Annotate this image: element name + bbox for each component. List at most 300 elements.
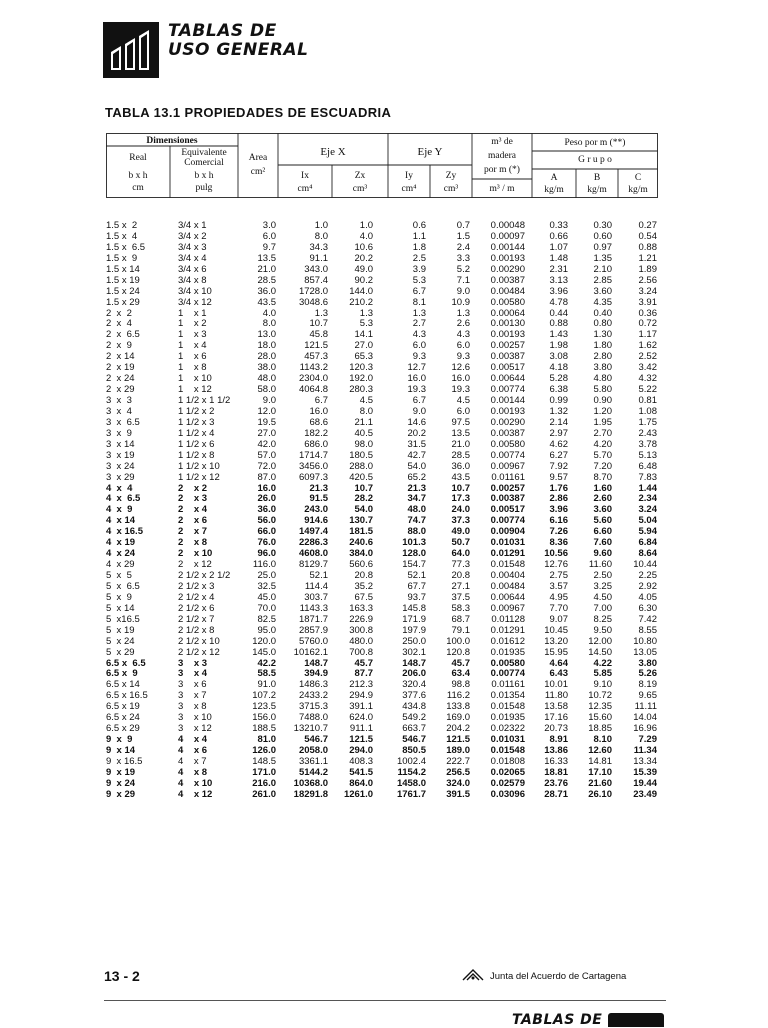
cell-peso-b: 2.70 <box>593 427 612 439</box>
cell-area: 58.0 <box>257 384 276 396</box>
cell-peso-a: 12.76 <box>544 559 568 571</box>
cell-iy: 14.6 <box>407 416 426 428</box>
cell-dim-real: 3 x 24 <box>106 460 135 472</box>
cell-zx: 226.9 <box>349 613 373 625</box>
cell-m3: 0.00257 <box>490 482 525 494</box>
cell-m3: 0.01935 <box>490 646 525 658</box>
cell-m3: 0.00774 <box>490 384 525 396</box>
cell-peso-a: 1.48 <box>549 252 568 264</box>
header-group-c: C <box>634 173 642 183</box>
cell-peso-c: 2.56 <box>638 274 657 286</box>
header-kgm-c: kg/m <box>628 185 648 195</box>
cell-dim-equiv: 3/4 x 3 <box>178 241 207 253</box>
cell-m3: 0.00144 <box>490 395 525 406</box>
cell-iy: 21.3 <box>407 482 426 494</box>
cell-ix: 114.4 <box>304 580 328 592</box>
cell-zx: 4.0 <box>359 230 373 242</box>
cell-zx: 120.3 <box>349 362 373 374</box>
table-row <box>0 745 768 756</box>
cell-m3: 0.00387 <box>490 274 525 286</box>
cell-peso-c: 5.94 <box>638 526 657 538</box>
cell-zx: 212.3 <box>349 679 373 691</box>
cell-ix: 1728.0 <box>298 285 328 297</box>
table-row <box>0 253 768 264</box>
cell-peso-b: 9.60 <box>593 548 612 560</box>
table-row <box>0 275 768 286</box>
cell-dim-equiv: 3/4 x 8 <box>178 274 207 286</box>
cell-peso-a: 4.64 <box>549 657 568 669</box>
table-row <box>0 789 768 800</box>
cell-dim-equiv: 1 x 4 <box>178 340 207 352</box>
cell-peso-c: 23.49 <box>633 788 657 800</box>
cell-peso-a: 7.70 <box>549 602 568 614</box>
table-row <box>0 723 768 734</box>
cell-iy: 6.7 <box>412 285 426 297</box>
cell-dim-equiv: 3 x 10 <box>178 712 212 724</box>
cell-dim-equiv: 3/4 x 2 <box>178 230 207 242</box>
table-row <box>0 297 768 308</box>
cell-m3: 0.00580 <box>490 657 525 669</box>
cell-zy: 133.8 <box>446 701 470 713</box>
cell-zx: 180.5 <box>349 449 373 461</box>
cell-zx: 294.0 <box>349 745 373 756</box>
cell-area: 21.0 <box>257 263 276 275</box>
cell-zy: 7.1 <box>456 274 470 286</box>
cell-zx: 67.5 <box>354 591 373 603</box>
cell-peso-b: 0.97 <box>593 241 612 253</box>
cell-dim-real: 5 x 5 <box>106 570 132 581</box>
cell-dim-equiv: 2 x 3 <box>178 493 208 505</box>
cell-area: 12.0 <box>257 405 276 417</box>
cell-dim-real: 9 x 9 <box>106 734 133 746</box>
cell-dim-equiv: 4 x 7 <box>178 755 207 767</box>
cell-peso-c: 8.55 <box>638 624 657 636</box>
cell-peso-b: 17.10 <box>588 766 612 778</box>
cell-peso-a: 6.38 <box>549 384 568 396</box>
cell-dim-equiv: 1 x 6 <box>178 351 207 363</box>
cell-dim-real: 5 x 9 <box>106 591 132 603</box>
cell-ix: 1.3 <box>314 307 328 319</box>
cell-peso-a: 28.71 <box>544 788 568 800</box>
cell-zx: 560.6 <box>349 559 373 571</box>
cell-iy: 1.8 <box>412 241 426 253</box>
cell-area: 70.0 <box>257 602 276 614</box>
cell-zy: 12.6 <box>451 362 470 374</box>
table-row <box>0 231 768 242</box>
cell-peso-c: 5.04 <box>638 515 657 527</box>
header-title-line1: TABLAS DE <box>168 21 277 41</box>
cell-ix: 5144.2 <box>298 766 328 778</box>
cell-peso-b: 0.60 <box>593 230 612 242</box>
cell-iy: 434.8 <box>402 701 426 713</box>
cell-zy: 0.7 <box>456 220 470 231</box>
cell-peso-b: 1.30 <box>593 329 612 341</box>
cell-m3: 0.00257 <box>490 340 525 352</box>
cell-peso-c: 11.34 <box>633 745 657 756</box>
cell-iy: 1154.2 <box>397 766 426 778</box>
cell-peso-a: 2.14 <box>549 416 568 428</box>
table-row <box>0 679 768 690</box>
cell-area: 87.0 <box>257 471 276 483</box>
cell-zx: 49.0 <box>354 263 373 275</box>
cell-peso-c: 11.11 <box>634 701 657 713</box>
cell-peso-a: 4.18 <box>549 362 568 374</box>
cell-ix: 686.0 <box>304 438 328 450</box>
cell-dim-equiv: 3 x 7 <box>178 690 207 702</box>
header-group-a: A <box>550 173 558 183</box>
cell-m3: 0.00097 <box>490 230 525 242</box>
header-zx: Zx <box>354 171 366 181</box>
cell-dim-equiv: 3 x 8 <box>178 701 207 713</box>
header-iy: Iy <box>405 171 413 181</box>
cell-area: 13.0 <box>257 329 276 341</box>
cell-peso-b: 14.81 <box>588 755 612 767</box>
cell-iy: 88.0 <box>407 526 426 538</box>
cell-dim-real: 4 x 29 <box>106 559 135 571</box>
cell-m3: 0.00387 <box>490 493 525 505</box>
cell-dim-equiv: 2 1/2 x 4 <box>178 591 215 603</box>
cell-dim-real: 3 x 14 <box>106 438 135 450</box>
cell-m3: 0.01548 <box>490 559 525 571</box>
cell-zy: 64.0 <box>451 548 470 560</box>
cell-iy: 2.7 <box>412 318 426 330</box>
cell-peso-a: 20.73 <box>544 723 568 735</box>
cell-dim-equiv: 4 x 4 <box>178 734 208 746</box>
cell-iy: 42.7 <box>407 449 426 461</box>
cell-peso-a: 0.88 <box>549 318 568 330</box>
cell-dim-real: 2 x 6.5 <box>106 329 140 341</box>
cell-zy: 2.4 <box>456 241 470 253</box>
cell-dim-real: 1.5 x 2 <box>106 220 138 231</box>
cell-iy: 0.6 <box>412 220 426 231</box>
cell-iy: 9.0 <box>412 405 426 417</box>
cell-zy: 37.5 <box>451 591 470 603</box>
cell-m3: 0.00484 <box>490 580 525 592</box>
cell-iy: 206.0 <box>402 668 426 680</box>
cell-m3: 0.00967 <box>490 602 525 614</box>
cell-ix: 394.9 <box>304 668 328 680</box>
cell-peso-a: 0.33 <box>549 220 568 231</box>
cell-iy: 31.5 <box>407 438 426 450</box>
cell-m3: 0.00387 <box>490 351 525 363</box>
cell-dim-real: 2 x 2 <box>106 307 132 319</box>
cell-zy: 98.8 <box>451 679 470 691</box>
cell-dim-equiv: 1 1/2 x 1 1/2 <box>178 395 231 406</box>
cell-peso-c: 3.78 <box>638 438 657 450</box>
cell-dim-equiv: 3 x 6 <box>178 679 207 691</box>
cell-ix: 1.0 <box>314 220 328 231</box>
cell-area: 32.5 <box>257 580 276 592</box>
cell-zy: 50.7 <box>451 537 470 549</box>
cell-peso-c: 15.39 <box>633 766 657 778</box>
cell-m3: 0.02065 <box>490 766 525 778</box>
cell-peso-a: 9.57 <box>549 471 568 483</box>
cell-m3: 0.01031 <box>490 537 525 549</box>
cell-iy: 74.7 <box>407 515 426 527</box>
cell-ix: 10162.1 <box>293 646 328 658</box>
footer-org <box>462 969 626 984</box>
cell-m3: 0.01808 <box>490 755 525 767</box>
cell-peso-a: 3.96 <box>549 285 568 297</box>
cell-ix: 1143.2 <box>299 362 328 374</box>
cell-zx: 90.2 <box>354 274 373 286</box>
cell-peso-a: 4.78 <box>549 296 568 308</box>
cell-zx: 480.0 <box>349 635 373 647</box>
cell-m3: 0.00387 <box>490 427 525 439</box>
cell-peso-b: 4.50 <box>593 591 612 603</box>
header-iy-unit: cm⁴ <box>401 184 417 194</box>
cell-peso-c: 4.05 <box>638 591 657 603</box>
cell-iy: 9.3 <box>412 351 426 363</box>
cell-zy: 116.2 <box>446 690 470 702</box>
cell-peso-c: 8.19 <box>638 679 657 691</box>
cell-peso-c: 2.52 <box>638 351 657 363</box>
cell-dim-equiv: 2 x 8 <box>178 537 208 549</box>
cell-peso-a: 17.16 <box>544 712 568 724</box>
cell-dim-real: 9 x 14 <box>106 745 136 756</box>
cell-m3: 0.01291 <box>490 624 525 636</box>
footer-rule <box>104 1000 666 1001</box>
table-row <box>0 603 768 614</box>
cell-area: 58.5 <box>257 668 276 680</box>
cell-area: 123.5 <box>252 701 276 713</box>
cell-peso-b: 3.60 <box>593 504 612 516</box>
cell-zx: 5.3 <box>359 318 373 330</box>
cell-ix: 2058.0 <box>298 745 328 756</box>
cell-dim-real: 6.5 x 29 <box>106 723 140 735</box>
cell-area: 156.0 <box>252 712 276 724</box>
table-row <box>0 242 768 253</box>
cell-dim-equiv: 3/4 x 4 <box>178 252 207 264</box>
cell-peso-b: 1.80 <box>593 340 612 352</box>
table-row <box>0 625 768 636</box>
cell-peso-c: 0.88 <box>638 241 657 253</box>
cell-zx: 65.3 <box>354 351 373 363</box>
cell-peso-b: 2.85 <box>593 274 612 286</box>
cell-ix: 1486.3 <box>298 679 328 691</box>
cell-dim-real: 2 x 24 <box>106 373 135 385</box>
header-real-sub: b x h <box>128 171 148 181</box>
table-row <box>0 373 768 384</box>
cell-peso-c: 10.80 <box>633 635 657 647</box>
cell-ix: 13210.7 <box>293 723 328 735</box>
cell-dim-equiv: 1 1/2 x 4 <box>178 427 215 439</box>
cell-ix: 6097.3 <box>298 471 328 483</box>
cell-peso-a: 6.27 <box>549 449 568 461</box>
cell-dim-equiv: 1 x 12 <box>178 384 212 396</box>
cell-m3: 0.00644 <box>490 591 525 603</box>
table-row <box>0 286 768 297</box>
cell-ix: 1143.3 <box>299 602 328 614</box>
header-grupo: G r u p o <box>578 155 612 165</box>
cell-dim-equiv: 4 x 10 <box>178 777 213 789</box>
cell-dim-equiv: 1 1/2 x 8 <box>178 449 215 461</box>
cell-ix: 303.7 <box>304 591 328 603</box>
cell-peso-a: 11.80 <box>544 690 568 702</box>
cell-m3: 0.01935 <box>490 712 525 724</box>
cell-dim-real: 3 x 19 <box>106 449 135 461</box>
cell-ix: 457.3 <box>304 351 328 363</box>
cell-peso-c: 2.43 <box>638 427 657 439</box>
cell-area: 36.0 <box>257 285 276 297</box>
cell-peso-a: 10.01 <box>544 679 568 691</box>
cell-peso-a: 2.97 <box>549 427 568 439</box>
cell-dim-real: 2 x 29 <box>106 384 135 396</box>
cell-ix: 2304.0 <box>298 373 328 385</box>
cell-ix: 4064.8 <box>298 384 328 396</box>
cell-peso-c: 14.04 <box>633 712 657 724</box>
cell-dim-real: 2 x 4 <box>106 318 132 330</box>
cell-peso-c: 0.54 <box>638 230 657 242</box>
cell-peso-b: 2.50 <box>593 570 612 581</box>
cell-zy: 3.3 <box>456 252 470 264</box>
table-row <box>0 417 768 428</box>
cell-zy: 10.7 <box>451 482 470 494</box>
cell-m3: 0.00517 <box>490 504 525 516</box>
cell-m3: 0.01161 <box>491 679 525 691</box>
cell-dim-equiv: 3 x 12 <box>178 723 212 735</box>
cell-ix: 2433.2 <box>298 690 328 702</box>
cell-dim-real: 6.5 x 9 <box>106 668 138 680</box>
cell-area: 28.5 <box>257 274 276 286</box>
cell-peso-c: 0.36 <box>638 307 657 319</box>
cell-dim-real: 1.5 x 4 <box>106 230 138 242</box>
cell-area: 27.0 <box>257 427 276 439</box>
cell-peso-c: 3.80 <box>638 657 657 669</box>
header-m3-1: m³ de <box>491 137 513 147</box>
cell-area: 216.0 <box>252 777 276 789</box>
cell-area: 95.0 <box>257 624 276 636</box>
cell-zy: 68.7 <box>451 613 470 625</box>
cell-area: 261.0 <box>252 788 276 800</box>
cell-dim-equiv: 3/4 x 1 <box>178 220 207 231</box>
cell-ix: 7488.0 <box>298 712 328 724</box>
cell-peso-b: 2.80 <box>593 351 612 363</box>
cell-peso-a: 5.28 <box>549 373 568 385</box>
cell-peso-b: 9.10 <box>593 679 612 691</box>
cell-dim-equiv: 2 x 6 <box>178 515 208 527</box>
cell-zy: 169.0 <box>446 712 470 724</box>
cell-dim-real: 3 x 4 <box>106 405 132 417</box>
header-peso: Peso por m (**) <box>564 138 626 148</box>
cell-dim-real: 3 x 29 <box>106 471 135 483</box>
cell-zy: 49.0 <box>451 526 470 538</box>
cell-dim-real: 9 x 29 <box>106 788 136 800</box>
cell-ix: 10368.0 <box>293 777 328 789</box>
cell-zx: 391.1 <box>349 701 373 713</box>
table-row <box>0 734 768 745</box>
table-row <box>0 570 768 581</box>
table-row <box>0 712 768 723</box>
cell-area: 26.0 <box>257 493 276 505</box>
cell-zx: 1.3 <box>359 307 373 319</box>
cell-peso-c: 2.25 <box>638 570 657 581</box>
cell-iy: 1458.0 <box>396 777 426 789</box>
header-title <box>168 22 308 60</box>
cell-peso-a: 1.43 <box>549 329 568 341</box>
cell-iy: 48.0 <box>407 504 426 516</box>
header-eje-x: Eje X <box>320 146 346 158</box>
cell-peso-c: 6.30 <box>638 602 657 614</box>
cell-area: 72.0 <box>257 460 276 472</box>
cell-area: 91.0 <box>257 679 276 691</box>
cell-zx: 541.5 <box>349 766 373 778</box>
cell-ix: 182.2 <box>304 427 328 439</box>
cell-dim-real: 6.5 x 14 <box>106 679 140 691</box>
cell-zx: 4.5 <box>359 395 373 406</box>
cell-peso-a: 8.91 <box>549 734 568 746</box>
cell-peso-b: 7.20 <box>593 460 612 472</box>
cell-dim-real: 2 x 14 <box>106 351 135 363</box>
cell-iy: 171.9 <box>402 613 426 625</box>
cell-dim-real: 5 x 19 <box>106 624 135 636</box>
cell-dim-equiv: 1 1/2 x 2 <box>178 405 215 417</box>
cell-peso-b: 9.50 <box>593 624 612 636</box>
header-equiv-unit: pulg <box>195 183 213 193</box>
cell-peso-b: 4.80 <box>593 373 612 385</box>
cell-zx: 181.5 <box>349 526 373 538</box>
cell-zx: 8.0 <box>359 405 373 417</box>
cell-area: 9.7 <box>262 241 276 253</box>
cell-peso-b: 0.90 <box>593 395 612 406</box>
cell-zx: 27.0 <box>354 340 373 352</box>
cell-peso-a: 0.44 <box>549 307 568 319</box>
cell-m3: 0.01128 <box>491 613 525 625</box>
cell-zy: 1.5 <box>456 230 470 242</box>
cell-peso-a: 10.56 <box>544 548 568 560</box>
cell-zx: 624.0 <box>349 712 373 724</box>
header-equiv-sub: b x h <box>194 171 214 181</box>
cell-iy: 377.6 <box>402 690 426 702</box>
cell-peso-c: 3.42 <box>638 362 657 374</box>
cell-zx: 864.0 <box>349 777 373 789</box>
cell-m3: 0.00484 <box>490 285 525 297</box>
cell-m3: 0.00517 <box>490 362 525 374</box>
cell-ix: 34.3 <box>309 241 328 253</box>
table-row <box>0 450 768 461</box>
cell-m3: 0.00193 <box>490 405 525 417</box>
cell-zx: 280.3 <box>349 384 373 396</box>
cell-peso-c: 16.96 <box>633 723 657 735</box>
page-number: 13 - 2 <box>104 968 140 984</box>
cell-zy: 4.5 <box>456 395 470 406</box>
cell-zy: 2.6 <box>456 318 470 330</box>
cell-peso-a: 7.26 <box>549 526 568 538</box>
cell-dim-real: 5 x 14 <box>106 602 135 614</box>
cell-area: 38.0 <box>257 362 276 374</box>
cell-zx: 21.1 <box>354 416 373 428</box>
cell-peso-b: 4.35 <box>593 296 612 308</box>
header-comercial: Comercial <box>184 158 224 168</box>
cell-iy: 2.5 <box>412 252 426 264</box>
cell-peso-b: 4.20 <box>593 438 612 450</box>
cell-peso-a: 1.98 <box>549 340 568 352</box>
cell-peso-a: 2.86 <box>549 493 568 505</box>
cell-m3: 0.00774 <box>490 668 525 680</box>
cell-zy: 43.5 <box>451 471 470 483</box>
cell-peso-b: 12.35 <box>588 701 612 713</box>
cell-zy: 222.7 <box>446 755 470 767</box>
cell-ix: 45.8 <box>309 329 328 341</box>
cell-zy: 36.0 <box>451 460 470 472</box>
cell-zy: 21.0 <box>451 438 470 450</box>
cell-area: 107.2 <box>252 690 276 702</box>
cell-dim-real: 9 x 16.5 <box>106 755 143 767</box>
table-row <box>0 220 768 231</box>
cell-zy: 37.3 <box>451 515 470 527</box>
cell-zy: 97.5 <box>451 416 470 428</box>
cell-peso-c: 10.44 <box>633 559 657 571</box>
